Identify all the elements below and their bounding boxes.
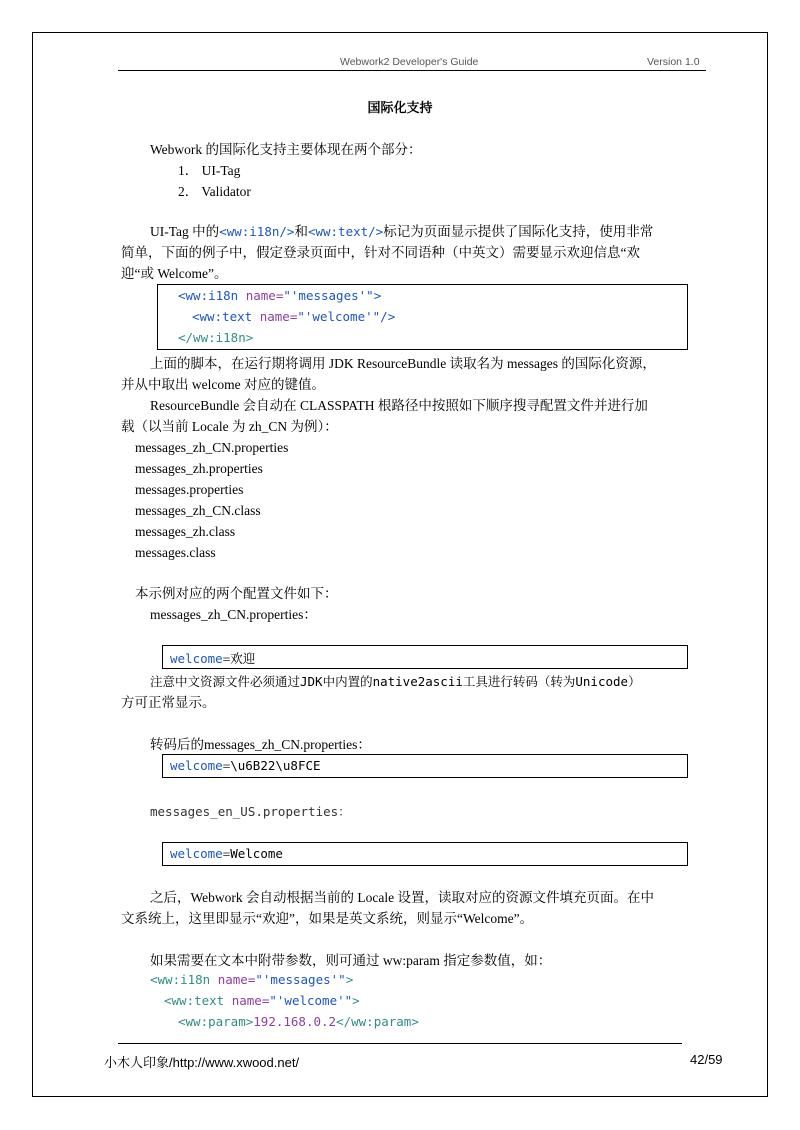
- code-value: Welcome: [230, 846, 283, 861]
- paragraph-line: 上面的脚本，在运行期将调用 JDK ResourceBundle 读取名为 messages 的国际化资源，: [150, 356, 656, 371]
- inline-code-i18n: <ww:i18n/>: [219, 224, 295, 239]
- code-line: [178, 1014, 419, 1029]
- paragraph-line: 迎“或 Welcome”。: [121, 266, 228, 281]
- code-eq: =: [222, 651, 231, 666]
- search-order-item: messages_zh.class: [135, 524, 236, 539]
- code-line: [170, 649, 255, 667]
- header-rule: [118, 70, 706, 71]
- code-key: welcome: [170, 758, 223, 773]
- search-order-item: messages_zh_CN.properties: [135, 440, 289, 455]
- code-tag: </ww:param>: [336, 1014, 419, 1029]
- code-line: [170, 758, 321, 773]
- search-order-item: messages_zh.properties: [135, 461, 263, 476]
- header-version: Version 1.0: [647, 56, 700, 68]
- code-tag: >: [345, 972, 354, 987]
- code-value: "'welcome'": [269, 993, 353, 1008]
- en-file-label: messages_en_US.properties：: [150, 804, 351, 819]
- note-line: 方可正常显示。: [121, 695, 216, 710]
- code-eq: =: [222, 846, 231, 861]
- code-tag: <ww:text: [164, 993, 232, 1008]
- paragraph-line: ResourceBundle 会自动在 CLASSPATH 根路径中按照如下顺序搜寻配置文件并进行加: [150, 398, 648, 413]
- code-key: welcome: [170, 846, 223, 861]
- code-tag: <ww:param>: [178, 1014, 254, 1029]
- note-line: 注意中文资源文件必须通过JDK中内置的native2ascii工具进行转码（转为Unicode）: [150, 674, 641, 689]
- search-order-item: messages_zh_CN.class: [135, 503, 261, 518]
- code-tag: <ww:text: [192, 309, 260, 324]
- code-line: [164, 993, 360, 1008]
- code-line: </ww:i18n>: [178, 330, 254, 345]
- paragraph-line: 如果需要在文本中附带参数，则可通过 ww:param 指定参数值，如：: [150, 953, 552, 968]
- list-item: 1． UI-Tag: [178, 163, 241, 178]
- code-key: welcome: [170, 651, 223, 666]
- footer-rule: [118, 1043, 682, 1044]
- paragraph-text: 和: [294, 224, 308, 239]
- code-eq: =: [222, 758, 231, 773]
- page-frame: [32, 32, 768, 1097]
- paragraph-line: 并从中取出 welcome 对应的键值。: [121, 377, 325, 392]
- search-order-item: messages.class: [135, 545, 216, 560]
- zh-file-label: messages_zh_CN.properties：: [150, 607, 317, 622]
- code-tag: >: [373, 288, 382, 303]
- code-value: 欢迎: [230, 651, 256, 666]
- paragraph-line: 简单，下面的例子中，假定登录页面中，针对不同语种（中英文）需要显示欢迎信息“欢: [121, 245, 640, 260]
- header-title: Webwork2 Developer's Guide: [340, 56, 479, 68]
- paragraph-line: 文系统上，这里即显示“欢迎”，如果是英文系统，则显示“Welcome”。: [121, 911, 534, 926]
- paragraph-text: UI-Tag 中的: [150, 224, 220, 239]
- code-tag: />: [380, 309, 396, 324]
- code-value: "'messages'": [255, 972, 346, 987]
- code-attr: name=: [245, 288, 284, 303]
- code-attr: name=: [217, 972, 256, 987]
- converted-label: 转码后的messages_zh_CN.properties：: [150, 737, 371, 752]
- paragraph-line: 之后，Webwork 会自动根据当前的 Locale 设置，读取对应的资源文件填充页面。在中: [150, 890, 654, 905]
- code-line: [170, 846, 283, 861]
- code-attr: name=: [259, 309, 298, 324]
- code-tag: >: [352, 993, 360, 1008]
- code-line: [178, 288, 381, 303]
- code-attr: name=: [231, 993, 270, 1008]
- footer-page-number: 42/59: [690, 1052, 723, 1067]
- config-intro: 本示例对应的两个配置文件如下：: [135, 586, 338, 601]
- inline-code-text: <ww:text/>: [307, 224, 384, 239]
- code-line: [150, 972, 353, 987]
- code-value: "'welcome'": [297, 309, 381, 324]
- search-order-item: messages.properties: [135, 482, 244, 497]
- code-value: \u6B22\u8FCE: [230, 758, 321, 773]
- code-tag: <ww:i18n: [178, 288, 246, 303]
- page-title: 国际化支持: [367, 101, 433, 116]
- code-line: [192, 309, 395, 324]
- footer-site-link[interactable]: 小木人印象/http://www.xwood.net/: [104, 1055, 300, 1070]
- paragraph-line: 载（以当前 Locale 为 zh_CN 为例）：: [121, 419, 338, 434]
- code-value: "'messages'": [283, 288, 374, 303]
- paragraph-text: 标记为页面显示提供了国际化支持，使用非常: [383, 224, 654, 239]
- list-item: 2． Validator: [178, 184, 251, 199]
- paragraph-ui-tag: [150, 221, 653, 242]
- code-value: 192.168.0.2: [253, 1014, 337, 1029]
- intro-text: Webwork 的国际化支持主要体现在两个部分：: [150, 142, 422, 157]
- code-tag: <ww:i18n: [150, 972, 218, 987]
